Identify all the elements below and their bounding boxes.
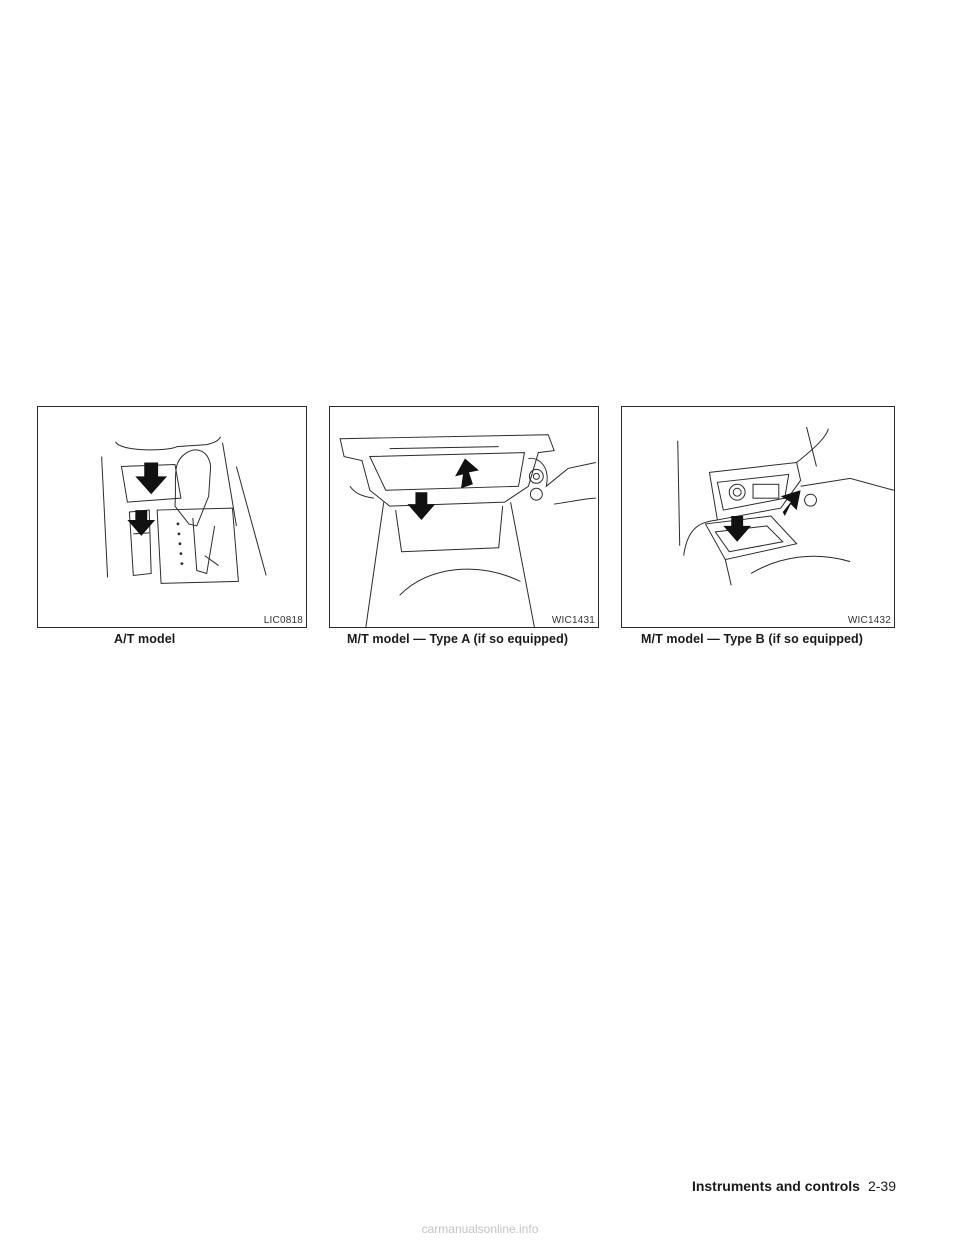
down-arrow-icon: [127, 510, 155, 536]
down-arrow-icon: [135, 462, 167, 494]
figure-mt-type-b: [621, 406, 895, 628]
down-arrow-icon: [723, 516, 751, 542]
console-illustration: [330, 407, 598, 627]
page-footer: [692, 1178, 896, 1194]
console-illustration: [38, 407, 306, 627]
figure-caption-at-model: A/T model: [114, 632, 176, 646]
figure-mt-type-a: [329, 406, 599, 628]
figure-code: LIC0818: [263, 615, 303, 626]
figure-code: WIC1431: [551, 615, 595, 626]
figure-at-model: [37, 406, 307, 628]
section-title: Instruments and controls: [691, 1178, 860, 1194]
console-illustration: [622, 407, 894, 627]
figure-code: WIC1432: [847, 615, 891, 626]
figure-caption-mt-type-b: M/T model — Type B (if so equipped): [641, 632, 864, 646]
down-arrow-icon: [408, 492, 436, 520]
watermark: carmanualsonline.info: [421, 1222, 539, 1236]
up-arrow-icon: [455, 459, 479, 489]
figure-caption-mt-type-a: M/T model — Type A (if so equipped): [347, 632, 569, 646]
page-number: 2-39: [867, 1178, 896, 1194]
